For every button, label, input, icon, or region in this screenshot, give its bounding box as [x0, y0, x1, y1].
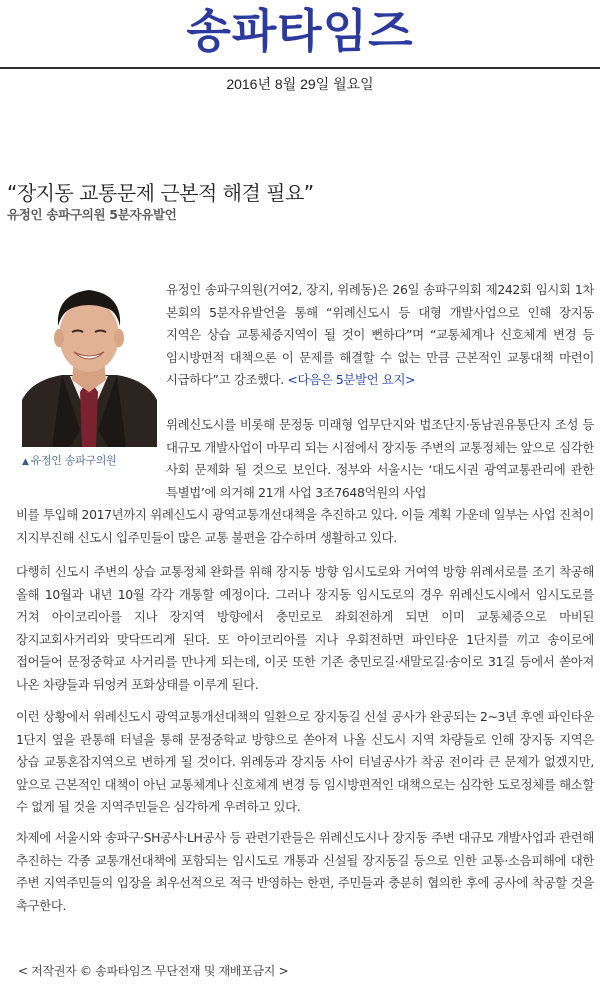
- article-paragraph-2-top: 위례신도시를 비롯해 문정동 미래형 업무단지와 법조단지·동남권유통단지 조성 등 대규모 개발사업이 마무리 되는 시점에서 장지동 주변의 교통정체는 앞으로 심각한 사회 문제화 될 것으로 보인다. 정부와 서울시는 ‘대도시권 광역교통관리에 관한 특별법’에 의거해 21개 사업 3조7648억원의 사업: [166, 417, 594, 500]
- article-paragraph-1: [166, 279, 594, 392]
- triangle-up-icon: ▲: [22, 457, 29, 467]
- caption-text: 유정인 송파구의원: [30, 454, 117, 467]
- article-paragraph-5: 차제에 서울시와 송파구·SH공사·LH공사 등 관련기관들은 위례신도시나 장지동 주변 대규모 개발사업과 관련해 추진하는 각종 교통개선대책에 포함되는 임시도로 개통과 신설될 장지동길 등으로 인한 교통·소음피해에 대한 주변 지역주민들의 입장을 최우선적으로 적극 반영하는 한편, 주민들과 충분히 협의한 후에 공사에 착공할 것을 촉구한다.: [16, 830, 594, 913]
- photo-caption: [22, 454, 116, 469]
- article-paragraph-3: 다행히 신도시 주변의 상습 교통정체 완화를 위해 장지동 방향 임시도로와 거여역 방향 위례서로를 조기 착공해 올해 10월과 내년 10월 각각 개통할 예정이다. 그러나 장지동 임시도로의 경우 위례신도시에서 임시도로를 거쳐 아이코리아를 지나 장지역 방향에서 충민로로 좌회전하게 되면 이미 교통체증으로 마비된 장지교회사거리와 맞닥뜨리게 된다. 또 아이코리아를 지나 우회전하면 파인타운 1단지를 끼고 송이로에 접어들어 문정중학교 사거리를 만나게 되는데, 이곳 또한 기존 충민로길·새말로길·송이로 31길 등에서 쏟아져 나온 차량들과 뒤엉켜 포화상태를 이루게 된다.: [16, 564, 594, 692]
- article-paragraph-2-bottom: 비를 투입해 2017년까지 위례신도시 광역교통개선대책을 추진하고 있다. 이들 계획 가운데 일부는 사업 진척이 지지부진해 신도시 입주민들이 많은 교통 불편을 감수하며 생활하고 있다.: [16, 507, 594, 545]
- councilor-photo: [22, 280, 157, 447]
- publication-date: 2016년 8월 29일 월요일: [226, 76, 374, 92]
- newspaper-logo[interactable]: 송파타임즈: [186, 4, 414, 58]
- portrait-image: [22, 280, 157, 447]
- article-subhead: 유정인 송파구의원 5분자유발언: [7, 207, 177, 222]
- masthead: [0, 0, 600, 69]
- article-headline: “장지동 교통문제 근본적 해결 필요”: [7, 181, 314, 205]
- speech-summary-link[interactable]: <다음은 5분발언 요지>: [287, 372, 416, 388]
- article-paragraph-4: 이런 상황에서 위례신도시 광역교통개선대책의 일환으로 장지동길 신설 공사가 완공되는 2~3년 후엔 파인타운 1단지 옆을 관통해 터널을 통해 문정중학교 방향으로 쏟아져 나올 신도시 지역 차량들로 인해 장지동 지역은 상습 교통혼잡지역으로 변하게 될 것이다. 위례동과 장지동 사이 터널공사가 착공 전이라 큰 문제가 없겠지만, 앞으로 근본적인 대책이 아닌 교통체계나 신호체계 변경 등 임시방편적인 대책으로는 심각한 도로정체를 해소할 수 없게 될 것을 지역주민들은 심각하게 우려하고 있다.: [16, 709, 594, 815]
- copyright-notice: < 저작권자 © 송파타임즈 무단전재 및 재배포금지 >: [18, 964, 289, 978]
- paragraph-1-text: 유정인 송파구의원(거여2, 장지, 위례동)은 26일 송파구의회 제242회 임시회 1차 본회의 5분자유발언을 통해 “위례신도시 등 대형 개발사업으로 인해 장지동 지역은 상습 교통체증지역이 될 것이 뻔하다”며 “교통체계나 신호체계 변경 등 임시방편적 대책으론 이 문제를 해결할 수 없는 만큼 근본적인 교통대책 마련이 시급하다”고 강조했다.: [166, 282, 594, 388]
